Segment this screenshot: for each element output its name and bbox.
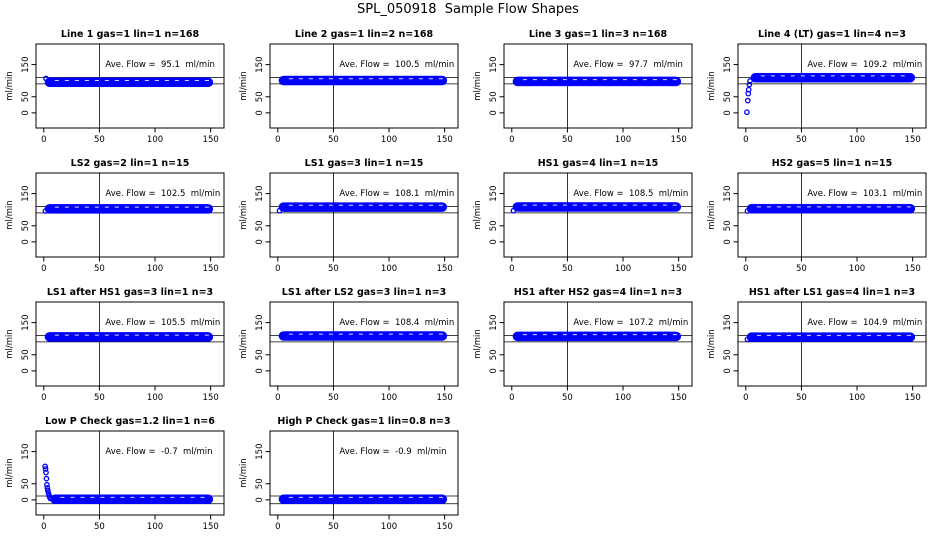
x-tick-label: 100 — [146, 264, 164, 274]
y-tick-label: 50 — [255, 220, 265, 232]
y-tick-label: 150 — [489, 185, 499, 202]
y-axis-label: ml/min — [5, 329, 15, 359]
flow-panel-12 — [702, 282, 936, 411]
data-band — [279, 331, 447, 340]
x-tick-label: 150 — [436, 522, 453, 532]
x-tick-label: 0 — [275, 264, 281, 274]
ave-flow-annotation: Ave. Flow = 104.9 ml/min — [807, 318, 923, 328]
x-tick-label: 50 — [561, 264, 573, 274]
x-tick-label: 50 — [795, 135, 807, 145]
x-tick-label: 0 — [275, 393, 281, 403]
x-tick-label: 0 — [509, 135, 515, 145]
x-tick-label: 100 — [380, 522, 398, 532]
panel-title: HS1 after LS1 gas=4 lin=1 n=3 — [748, 287, 916, 298]
flow-panel-4 — [702, 24, 936, 153]
flow-panel-3 — [468, 24, 702, 153]
x-tick-label: 50 — [93, 264, 105, 274]
x-tick-label: 100 — [146, 393, 164, 403]
ave-flow-annotation: Ave. Flow = 97.7 ml/min — [573, 60, 683, 70]
y-tick-label: 50 — [255, 349, 265, 361]
x-tick-label: 50 — [561, 393, 573, 403]
flow-panel-9 — [0, 282, 234, 411]
x-tick-label: 150 — [670, 393, 687, 403]
data-band — [747, 333, 915, 342]
y-axis-label: ml/min — [473, 329, 483, 359]
x-tick-label: 50 — [93, 135, 105, 145]
panel-title: Line 3 gas=1 lin=3 n=168 — [528, 29, 668, 40]
flow-panel-7 — [468, 153, 702, 282]
data-band — [45, 78, 213, 87]
ave-flow-annotation: Ave. Flow = -0.9 ml/min — [339, 447, 447, 457]
plot-box — [738, 302, 926, 386]
y-tick-label: 0 — [255, 110, 265, 116]
x-tick-label: 100 — [380, 135, 398, 145]
data-band — [45, 204, 213, 213]
plot-box — [270, 44, 458, 128]
flow-panel-6 — [234, 153, 468, 282]
page-title: SPL_050918 Sample Flow Shapes — [357, 2, 579, 17]
data-point — [44, 476, 48, 480]
y-tick-label: 0 — [723, 239, 733, 245]
y-tick-label: 0 — [723, 368, 733, 374]
y-tick-label: 50 — [489, 91, 499, 103]
x-tick-label: 150 — [202, 135, 219, 145]
x-tick-label: 0 — [41, 135, 47, 145]
y-tick-label: 150 — [255, 185, 265, 202]
flow-panel-11 — [468, 282, 702, 411]
ave-flow-annotation: Ave. Flow = 108.1 ml/min — [339, 189, 455, 199]
x-tick-label: 100 — [146, 135, 164, 145]
y-axis-label: ml/min — [239, 329, 249, 359]
x-tick-label: 150 — [904, 264, 921, 274]
x-tick-label: 100 — [848, 135, 866, 145]
ave-flow-annotation: Ave. Flow = -0.7 ml/min — [105, 447, 213, 457]
y-tick-label: 50 — [723, 220, 733, 232]
x-tick-label: 0 — [275, 522, 281, 532]
y-axis-label: ml/min — [5, 71, 15, 101]
y-axis-label: ml/min — [707, 71, 717, 101]
ave-flow-annotation: Ave. Flow = 95.1 ml/min — [105, 60, 215, 70]
panel-title: Line 4 (LT) gas=1 lin=4 n=3 — [758, 29, 906, 40]
y-tick-label: 50 — [489, 220, 499, 232]
y-tick-label: 0 — [489, 239, 499, 245]
y-tick-label: 50 — [255, 478, 265, 490]
data-band — [50, 495, 212, 504]
ave-flow-annotation: Ave. Flow = 102.5 ml/min — [105, 189, 221, 199]
x-tick-label: 0 — [509, 264, 515, 274]
x-tick-label: 0 — [41, 393, 47, 403]
x-tick-label: 100 — [614, 264, 632, 274]
x-tick-label: 50 — [795, 393, 807, 403]
x-tick-label: 150 — [436, 135, 453, 145]
x-tick-label: 150 — [436, 264, 453, 274]
x-tick-label: 100 — [614, 135, 632, 145]
y-tick-label: 50 — [255, 91, 265, 103]
y-tick-label: 50 — [723, 349, 733, 361]
y-tick-label: 50 — [489, 349, 499, 361]
panel-title: LS1 after LS2 gas=3 lin=1 n=3 — [281, 287, 447, 298]
x-tick-label: 50 — [327, 522, 339, 532]
x-tick-label: 50 — [327, 264, 339, 274]
x-tick-label: 150 — [670, 264, 687, 274]
x-tick-label: 100 — [848, 264, 866, 274]
plot-box — [738, 173, 926, 257]
ave-flow-annotation: Ave. Flow = 100.5 ml/min — [339, 60, 455, 70]
x-tick-label: 150 — [670, 135, 687, 145]
x-tick-label: 100 — [146, 522, 164, 532]
x-tick-label: 100 — [380, 393, 398, 403]
y-tick-label: 150 — [21, 443, 31, 460]
y-axis-label: ml/min — [239, 458, 249, 488]
y-tick-label: 150 — [21, 56, 31, 73]
x-tick-label: 0 — [275, 135, 281, 145]
y-tick-label: 150 — [489, 314, 499, 331]
y-tick-label: 150 — [21, 185, 31, 202]
x-tick-label: 50 — [327, 393, 339, 403]
plot-box — [270, 302, 458, 386]
panel-title: LS1 gas=3 lin=1 n=15 — [304, 158, 424, 169]
x-tick-label: 50 — [93, 522, 105, 532]
ave-flow-annotation: Ave. Flow = 108.4 ml/min — [339, 318, 455, 328]
ave-flow-annotation: Ave. Flow = 107.2 ml/min — [573, 318, 689, 328]
data-band — [279, 76, 447, 85]
panel-title: Low P Check gas=1.2 lin=1 n=6 — [45, 416, 215, 427]
y-tick-label: 0 — [21, 239, 31, 245]
flow-panel-8 — [702, 153, 936, 282]
y-tick-label: 150 — [255, 443, 265, 460]
y-tick-label: 0 — [21, 368, 31, 374]
plot-box — [270, 173, 458, 257]
x-tick-label: 0 — [509, 393, 515, 403]
y-tick-label: 50 — [21, 349, 31, 361]
y-axis-label: ml/min — [473, 200, 483, 230]
x-tick-label: 100 — [848, 393, 866, 403]
panel-title: High P Check gas=1 lin=0.8 n=3 — [277, 416, 451, 427]
ave-flow-annotation: Ave. Flow = 108.5 ml/min — [573, 189, 689, 199]
x-tick-label: 50 — [93, 393, 105, 403]
x-tick-label: 50 — [561, 135, 573, 145]
flow-panel-14 — [234, 411, 468, 540]
y-tick-label: 150 — [255, 56, 265, 73]
data-band — [279, 203, 447, 212]
x-tick-label: 0 — [743, 264, 749, 274]
y-tick-label: 0 — [489, 368, 499, 374]
y-axis-label: ml/min — [239, 71, 249, 101]
panel-title: Line 2 gas=1 lin=2 n=168 — [294, 29, 434, 40]
x-tick-label: 50 — [327, 135, 339, 145]
flow-panel-1 — [0, 24, 234, 153]
panel-title: HS2 gas=5 lin=1 n=15 — [771, 158, 893, 169]
panel-title: HS1 after HS2 gas=4 lin=1 n=3 — [513, 287, 683, 298]
y-tick-label: 150 — [723, 56, 733, 73]
panel-title: LS2 gas=2 lin=1 n=15 — [70, 158, 190, 169]
flow-panel-13 — [0, 411, 234, 540]
y-tick-label: 50 — [21, 220, 31, 232]
x-tick-label: 150 — [202, 264, 219, 274]
data-band — [751, 73, 915, 82]
data-point — [746, 98, 750, 102]
data-band — [513, 332, 681, 341]
panel-title: Line 1 gas=1 lin=1 n=168 — [60, 29, 200, 40]
panel-title: HS1 gas=4 lin=1 n=15 — [537, 158, 659, 169]
y-axis-label: ml/min — [239, 200, 249, 230]
y-tick-label: 50 — [723, 91, 733, 103]
y-axis-label: ml/min — [473, 71, 483, 101]
ave-flow-annotation: Ave. Flow = 103.1 ml/min — [807, 189, 923, 199]
flow-panel-2 — [234, 24, 468, 153]
plot-box — [36, 302, 224, 386]
x-tick-label: 150 — [202, 393, 219, 403]
y-tick-label: 150 — [723, 314, 733, 331]
y-tick-label: 150 — [489, 56, 499, 73]
data-band — [279, 495, 447, 504]
x-tick-label: 0 — [41, 264, 47, 274]
y-tick-label: 150 — [255, 314, 265, 331]
y-axis-label: ml/min — [5, 458, 15, 488]
plot-box — [504, 302, 692, 386]
plot-box — [36, 173, 224, 257]
x-tick-label: 150 — [436, 393, 453, 403]
x-tick-label: 100 — [614, 393, 632, 403]
flow-panel-5 — [0, 153, 234, 282]
y-tick-label: 0 — [21, 110, 31, 116]
y-axis-label: ml/min — [707, 329, 717, 359]
plot-box — [504, 173, 692, 257]
x-tick-label: 0 — [743, 135, 749, 145]
x-tick-label: 150 — [904, 393, 921, 403]
x-tick-label: 50 — [795, 264, 807, 274]
y-tick-label: 50 — [21, 91, 31, 103]
y-tick-label: 0 — [489, 110, 499, 116]
x-tick-label: 150 — [202, 522, 219, 532]
x-tick-label: 0 — [743, 393, 749, 403]
data-band — [747, 204, 915, 213]
y-tick-label: 0 — [255, 368, 265, 374]
x-tick-label: 0 — [41, 522, 47, 532]
y-tick-label: 0 — [255, 239, 265, 245]
data-band — [45, 332, 213, 341]
y-tick-label: 50 — [21, 478, 31, 490]
ave-flow-annotation: Ave. Flow = 105.5 ml/min — [105, 318, 221, 328]
data-band — [513, 77, 681, 86]
x-tick-label: 150 — [904, 135, 921, 145]
y-axis-label: ml/min — [5, 200, 15, 230]
data-point — [745, 110, 749, 114]
data-band — [513, 202, 681, 211]
y-tick-label: 0 — [21, 497, 31, 503]
flow-panel-10 — [234, 282, 468, 411]
panel-title: LS1 after HS1 gas=3 lin=1 n=3 — [46, 287, 214, 298]
y-axis-label: ml/min — [707, 200, 717, 230]
y-tick-label: 150 — [21, 314, 31, 331]
y-tick-label: 0 — [723, 110, 733, 116]
plot-box — [738, 44, 926, 128]
y-tick-label: 0 — [255, 497, 265, 503]
y-tick-label: 150 — [723, 185, 733, 202]
x-tick-label: 100 — [380, 264, 398, 274]
ave-flow-annotation: Ave. Flow = 109.2 ml/min — [807, 60, 923, 70]
